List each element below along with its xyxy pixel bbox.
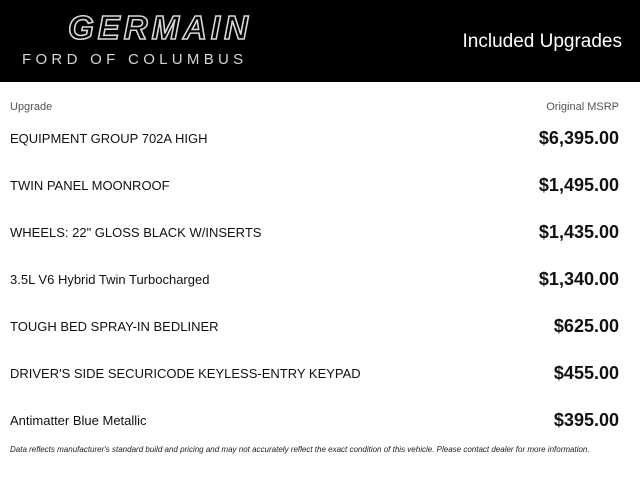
logo-wordmark: GERMAIN (68, 9, 252, 46)
upgrade-row (0, 306, 640, 353)
page-title: Included Upgrades (462, 31, 622, 52)
upgrade-price: $625.00 (553, 316, 619, 336)
upgrade-name: EQUIPMENT GROUP 702A HIGH (10, 131, 208, 146)
upgrade-price: $6,395.00 (538, 128, 619, 148)
upgrade-price: $395.00 (553, 410, 619, 430)
upgrade-name: WHEELS: 22" GLOSS BLACK W/INSERTS (10, 225, 262, 240)
logo-subtitle: FORD OF COLUMBUS (22, 51, 248, 68)
disclaimer-text: Data reflects manufacturer's standard build and pricing and may not accurately reflect the exact condition of this vehicle. Please contact dealer for more information. (10, 445, 590, 454)
column-header-upgrade: Upgrade (10, 101, 53, 113)
upgrade-price: $1,495.00 (538, 175, 619, 195)
upgrade-name: TWIN PANEL MOONROOF (10, 178, 170, 193)
column-header-msrp: Original MSRP (546, 101, 619, 113)
upgrade-row (0, 165, 640, 212)
upgrade-name: Antimatter Blue Metallic (10, 413, 147, 428)
upgrade-row (0, 400, 640, 447)
upgrade-row (0, 259, 640, 306)
upgrade-name: TOUGH BED SPRAY-IN BEDLINER (10, 319, 219, 334)
upgrade-name: DRIVER'S SIDE SECURICODE KEYLESS-ENTRY KEYPAD (10, 366, 361, 381)
upgrade-price: $1,340.00 (538, 269, 619, 289)
dealer-logo (22, 10, 280, 70)
upgrade-row (0, 353, 640, 400)
upgrade-price: $455.00 (553, 363, 619, 383)
upgrades-list (0, 118, 640, 447)
upgrade-name: 3.5L V6 Hybrid Twin Turbocharged (10, 272, 210, 287)
upgrade-row (0, 118, 640, 165)
header-bar (0, 0, 640, 82)
upgrade-row (0, 212, 640, 259)
upgrade-price: $1,435.00 (538, 222, 619, 242)
